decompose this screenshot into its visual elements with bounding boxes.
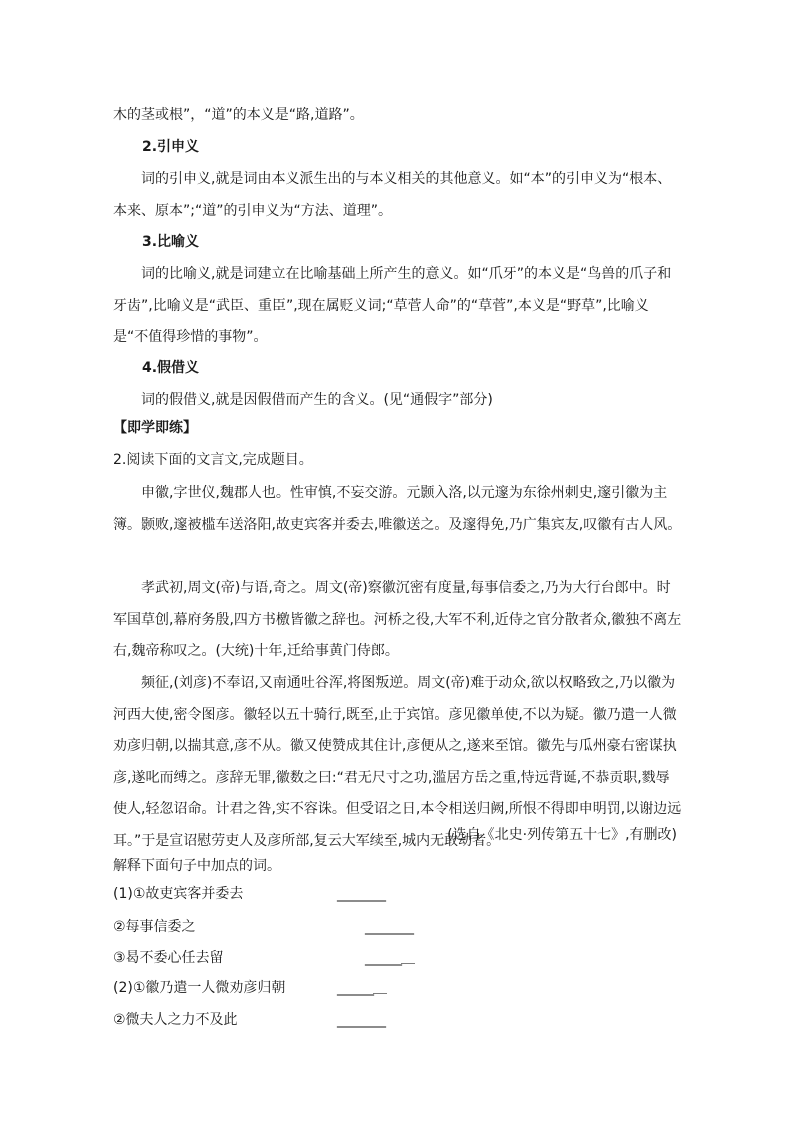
- paragraph-metaphorical-meaning: 词的比喻义,就是词建立在比喻基础上所产生的意义。如“爪牙”的本义是“鸟兽的爪子和牙齿”,比喻义是“武臣、重臣”,现在属贬义词;“草菅人命”的“草菅”,本义是“野草”,比喻义是“不值得珍惜的事物”。: [113, 266, 672, 345]
- answer-blank[interactable]: ________: [365, 919, 413, 935]
- heading-extended-meaning: 2.引申义: [142, 139, 200, 155]
- passage-source: (选自《北史·列传第五十七》,有删改): [447, 827, 677, 843]
- paragraph-continuation: 木的茎或根”，“道”的本义是“路,道路”。: [113, 107, 364, 123]
- question-text: (1)①故吏宾客并委去: [113, 886, 244, 902]
- question-text: (2)①徽乃遣一人微劝彦归朝: [113, 980, 286, 996]
- answer-blank[interactable]: ________: [337, 886, 385, 902]
- heading-metaphorical-meaning: 3.比喻义: [142, 234, 200, 250]
- practice-task: 2.阅读下面的文言文,完成题目。: [113, 452, 313, 468]
- passage-paragraph-3: 频征,(刘彦)不奉诏,又南通吐谷浑,将图叛逆。周文(帝)难于动众,欲以权略致之,乃以徽为河西大使,密令图彦。徽轻以五十骑行,既至,止于宾馆。彦见徽单使,不以为疑。徽乃遣一人微劝彦归朝,以揣其意,彦不从。徽又使赞成其住计,彦便从之,遂来至馆。徽先与瓜州豪右密谋执彦,遂叱而缚之。彦辞无罪,徽数之曰:“君无尺寸之功,滥居方岳之重,恃远背诞,不恭贡职,戮辱使人,轻忽诏命。计君之咎,实不容诛。但受诏之日,本令相送归阙,所恨不得即申明罚,以谢边远耳。”于是宣诏慰劳吏人及彦所部,复云大军续至,城内无敢动者。: [113, 675, 682, 849]
- answer-blank[interactable]: ________: [337, 1012, 385, 1028]
- answer-blank[interactable]: ______＿: [337, 980, 386, 996]
- question-text: ③曷不委心任去留: [113, 950, 224, 966]
- question-instruction: 解释下面句子中加点的词。: [113, 858, 281, 874]
- question-row: [113, 976, 513, 1000]
- question-row: [113, 1008, 513, 1032]
- paragraph-extended-meaning: 词的引申义,就是词由本义派生出的与本义相关的其他意义。如“本”的引申义为“根本、本来、原本”;“道”的引申义为“方法、道理”。: [113, 171, 672, 219]
- paragraph-borrowed-meaning: 词的假借义,就是因假借而产生的含义。(见“通假字”部分): [141, 392, 493, 408]
- question-text: ②微夫人之力不及此: [113, 1012, 238, 1028]
- question-row: [113, 882, 513, 906]
- heading-borrowed-meaning: 4.假借义: [142, 360, 200, 376]
- practice-label: 【即学即练】: [113, 420, 197, 436]
- question-row: [113, 946, 513, 970]
- passage-paragraph-1: 申徽,字世仪,魏郡人也。性审慎,不妄交游。元颢入洛,以元邃为东徐州刺史,邃引徽为主簿。颢败,邃被槛车送洛阳,故吏宾客并委去,唯徽送之。及邃得免,乃广集宾友,叹徽有古人风。: [113, 485, 682, 533]
- answer-blank[interactable]: ______＿: [365, 950, 414, 966]
- passage-paragraph-2: 孝武初,周文(帝)与语,奇之。周文(帝)察徽沉密有度量,每事信委之,乃为大行台郎中。时军国草创,幕府务殷,四方书檄皆徽之辞也。河桥之役,大军不利,近侍之官分散者众,徽独不离左右,魏帝称叹之。(大统)十年,迁给事黄门侍郎。: [113, 580, 682, 659]
- question-row: [113, 915, 513, 939]
- question-text: ②每事信委之: [113, 919, 196, 935]
